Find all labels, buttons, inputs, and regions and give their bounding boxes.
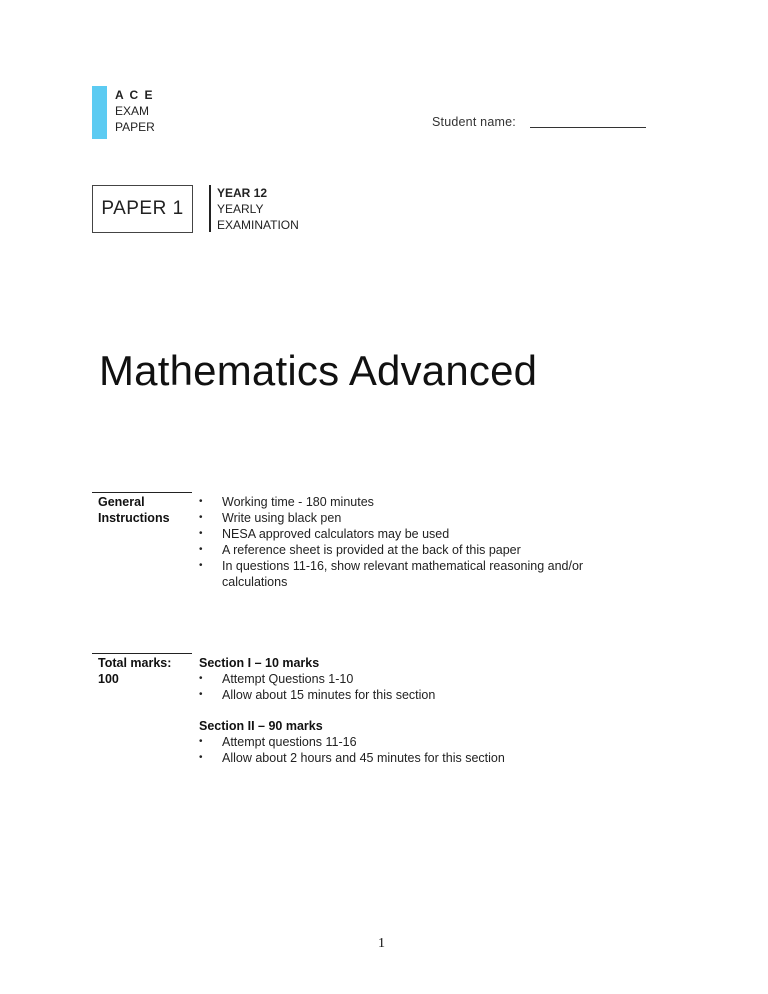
paper-number-box: PAPER 1: [92, 185, 193, 233]
section-2-heading: Section II – 90 marks: [199, 719, 323, 733]
brand-line-1: A C E: [115, 88, 155, 102]
general-label-line-2: Instructions: [98, 511, 170, 525]
list-item: • Attempt questions 11-16: [199, 734, 619, 750]
list-item: • Attempt Questions 1-10: [199, 671, 619, 687]
list-item: • Allow about 2 hours and 45 minutes for this section: [199, 750, 619, 766]
list-item: • Working time - 180 minutes: [199, 494, 619, 510]
total-label-line-2: 100: [98, 672, 119, 686]
brand-block: [115, 87, 155, 135]
list-item: • In questions 11-16, show relevant mathematical reasoning and/or calculations: [199, 558, 619, 590]
year-block: [217, 185, 299, 233]
year-divider: [209, 185, 211, 232]
student-name-label: Student name:: [432, 115, 516, 129]
total-rule: [92, 653, 192, 654]
total-marks-label: [98, 655, 171, 687]
brand-accent-bar: [92, 86, 107, 139]
student-name-field[interactable]: [530, 127, 646, 128]
total-label-line-1: Total marks:: [98, 656, 172, 670]
brand-line-2: EXAM: [115, 104, 150, 118]
list-item: • Write using black pen: [199, 510, 619, 526]
brand-line-3: PAPER: [115, 120, 155, 134]
year-line-3: EXAMINATION: [217, 218, 299, 232]
general-instructions-list: [199, 494, 619, 590]
page-title: Mathematics Advanced: [99, 347, 538, 394]
section-2-list: [199, 734, 619, 766]
section-1-block: [199, 655, 619, 703]
page-number: 1: [378, 936, 385, 951]
list-item: • Allow about 15 minutes for this section: [199, 687, 619, 703]
general-instructions-label: [98, 494, 170, 526]
general-rule: [92, 492, 192, 493]
list-item: • NESA approved calculators may be used: [199, 526, 619, 542]
section-2-block: [199, 718, 619, 766]
list-item: • A reference sheet is provided at the back of this paper: [199, 542, 619, 558]
year-line-2: YEARLY: [217, 202, 264, 216]
section-1-heading: Section I – 10 marks: [199, 656, 320, 670]
section-1-list: [199, 671, 619, 703]
year-line-1: YEAR 12: [217, 186, 268, 200]
general-label-line-1: General: [98, 495, 145, 509]
